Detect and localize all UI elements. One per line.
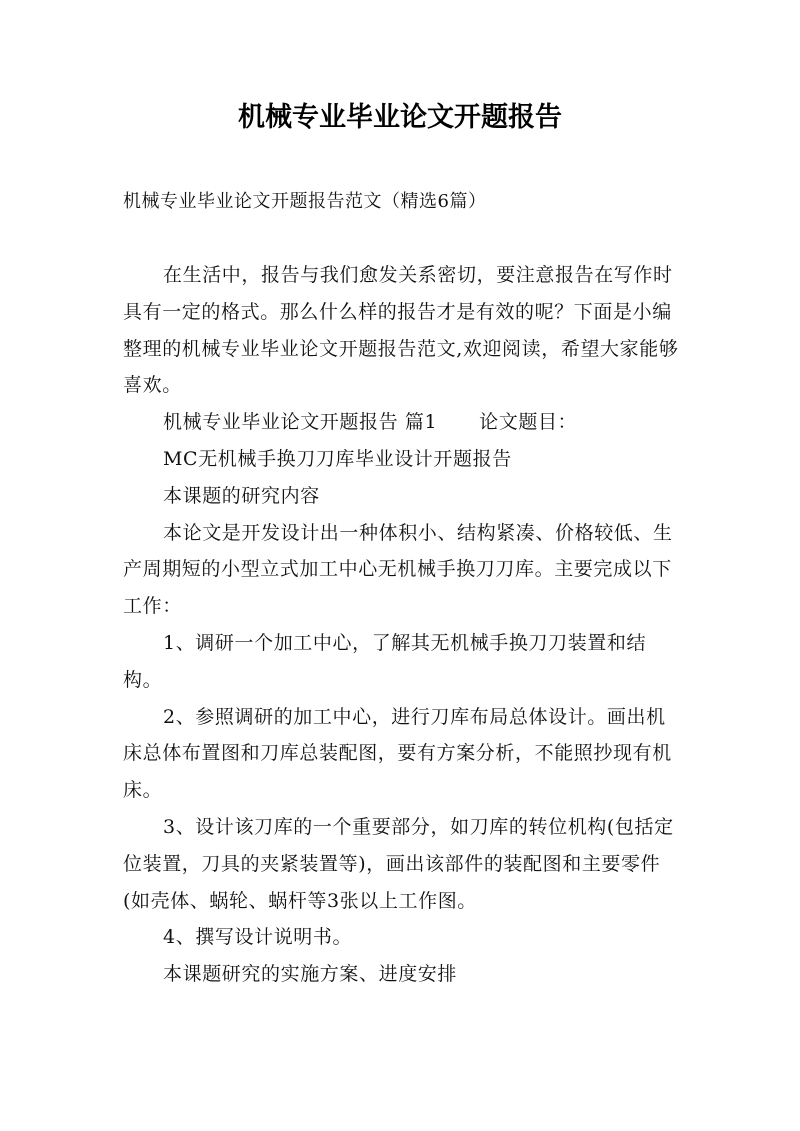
document-subtitle: 机械专业毕业论文开题报告范文（精选6篇） bbox=[123, 191, 487, 212]
task-item: 4、撰写设计说明书。 bbox=[163, 926, 353, 949]
document-title: 机械专业毕业论文开题报告 bbox=[238, 102, 562, 133]
document-body bbox=[123, 257, 683, 993]
research-content-intro: 本论文是开发设计出一种体积小、结构紧凑、价格较低、生产周期短的小型立式加工中心无机械手换刀刀库。主要完成以下工作： bbox=[123, 521, 673, 618]
research-content-heading: 本课题的研究内容 bbox=[163, 484, 320, 507]
task-item: 1、调研一个加工中心，了解其无机械手换刀刀装置和结构。 bbox=[123, 631, 647, 691]
section-heading: 机械专业毕业论文开题报告 篇1 bbox=[163, 411, 438, 434]
intro-paragraph: 在生活中，报告与我们愈发关系密切，要注意报告在写作时具有一定的格式。那么什么样的报告才是有效的呢？下面是小编整理的机械专业毕业论文开题报告范文,欢迎阅读，希望大家能够喜欢。 bbox=[123, 264, 679, 397]
task-item: 3、设计该刀库的一个重要部分，如刀库的转位机构(包括定位装置，刀具的夹紧装置等)，画出该部件的装配图和主要零件(如壳体、蜗轮、蜗杆等3张以上工作图。 bbox=[123, 815, 674, 912]
plan-heading: 本课题研究的实施方案、进度安排 bbox=[163, 963, 458, 986]
topic-label: 论文题目： bbox=[479, 411, 578, 434]
section-heading-line bbox=[123, 404, 683, 441]
task-item: 2、参照调研的加工中心，进行刀库布局总体设计。画出机床总体布置图和刀库总装配图，要有方案分析，不能照抄现有机床。 bbox=[123, 705, 672, 802]
topic-line: MC无机械手换刀刀库毕业设计开题报告 bbox=[163, 447, 512, 470]
